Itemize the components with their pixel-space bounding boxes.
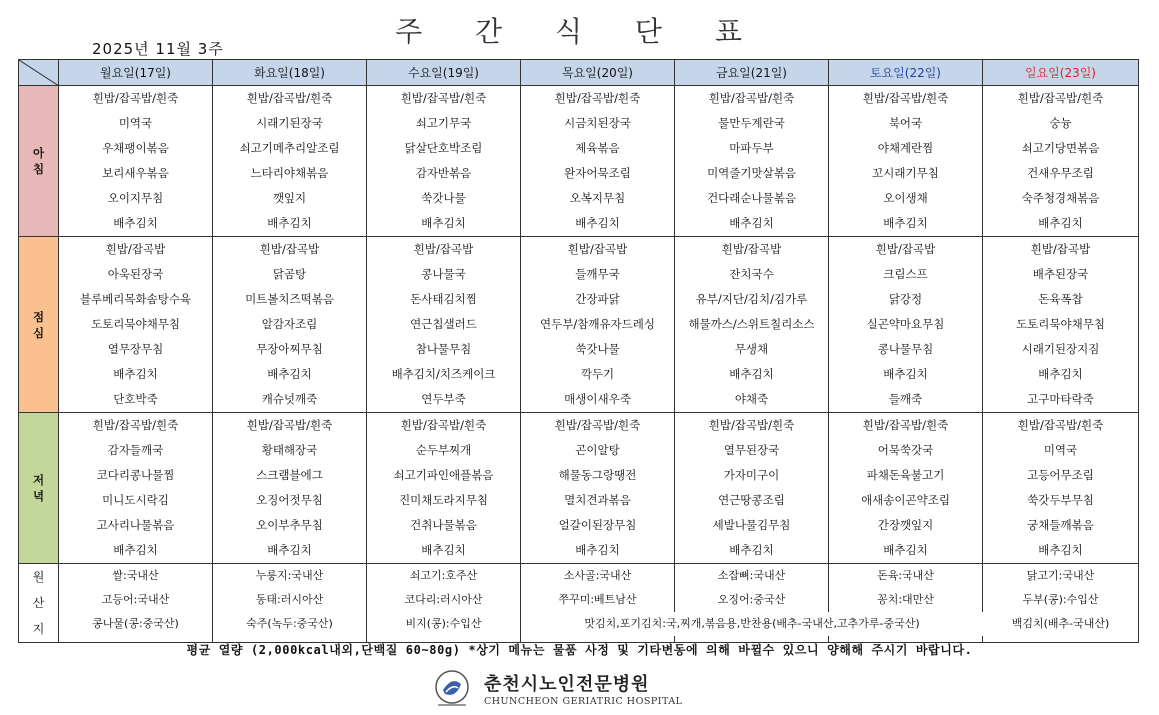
weekly-menu-table: [18, 59, 1139, 643]
menu-cell: [675, 237, 829, 413]
menu-cell: [983, 237, 1139, 413]
menu-cell: [213, 413, 367, 564]
hospital-logo: [432, 668, 472, 708]
menu-item: 오이부추무침: [256, 518, 323, 532]
hospital-name-en: CHUNCHEON GERIATRIC HOSPITAL: [484, 695, 683, 707]
menu-item: 오징어젓무침: [256, 493, 323, 507]
menu-item: 연근칩샐러드: [410, 317, 477, 331]
menu-item: 흰밥/잡곡밥/흰죽: [92, 418, 179, 432]
menu-item: 들깨죽: [888, 392, 923, 406]
menu-cell: [59, 413, 213, 564]
menu-cell: [59, 564, 213, 643]
meal-row-breakfast: [19, 86, 1139, 237]
calorie-note: 평균 열량 (2,000kcal내외,단백질 60~80g) *상기 메뉴는 물품 사정 및 기타변동에 의해 바뀔수 있으니 양해해 주시기 바랍니다.: [186, 643, 973, 657]
menu-cell: [829, 86, 983, 237]
menu-cell: [983, 413, 1139, 564]
week-subtitle: 2025년 11월 3주: [92, 40, 224, 58]
origin-item: 두부(콩):수입산: [1022, 593, 1099, 606]
origin-item: 코다리:러시아산: [404, 593, 483, 606]
menu-item: 배추김치: [883, 543, 928, 557]
menu-item: 쑥갓두부무침: [1027, 493, 1094, 507]
meal-row-dinner: [19, 413, 1139, 564]
meal-label-char: 심: [32, 325, 45, 340]
menu-item: 흰밥/잡곡밥/흰죽: [246, 91, 333, 105]
menu-item: 제육볶음: [575, 141, 620, 155]
menu-item: 배추김치: [575, 543, 620, 557]
menu-item: 시래기된장지짐: [1021, 342, 1100, 356]
menu-item: 배추김치: [267, 367, 312, 381]
menu-item: 깍두기: [580, 367, 615, 381]
day-header-sun: 일요일(23일): [983, 60, 1139, 86]
menu-item: 건새우무조림: [1027, 166, 1094, 180]
origin-item: 콩나물(콩:중국산): [92, 617, 179, 630]
menu-item: 궁채들깨볶음: [1027, 518, 1094, 532]
menu-item: 무생채: [734, 342, 769, 356]
menu-item: 고등어무조림: [1027, 468, 1094, 482]
menu-item: 순두부찌개: [415, 443, 472, 457]
menu-cell: [367, 86, 521, 237]
menu-item: 애새송이곤약조림: [861, 493, 950, 507]
menu-item: 콩나물국: [421, 267, 466, 281]
origin-item: 숙주(녹두:중국산): [246, 617, 333, 630]
menu-item: 캐슈넛깨죽: [261, 392, 318, 406]
corner-cell: [19, 60, 59, 86]
menu-item: 흰밥/잡곡밥: [567, 242, 628, 256]
menu-item: 배추된장국: [1032, 267, 1089, 281]
menu-item: 황태해장국: [261, 443, 318, 457]
origin-item: 오징어:중국산: [717, 593, 786, 606]
menu-item: 야채계란찜: [877, 141, 934, 155]
menu-item: 물만두계란국: [718, 116, 785, 130]
menu-item: 매생이새우죽: [564, 392, 631, 406]
menu-item: 도토리묵야채무침: [91, 317, 180, 331]
menu-cell: [367, 237, 521, 413]
menu-item: 미역줄기맛살볶음: [707, 166, 796, 180]
menu-item: 느타리야채볶음: [250, 166, 329, 180]
menu-item: 간장파닭: [575, 292, 620, 306]
menu-cell: [367, 564, 521, 643]
menu-item: 닭살단호박조림: [404, 141, 483, 155]
menu-item: 흰밥/잡곡밥/흰죽: [400, 91, 487, 105]
menu-item: 흰밥/잡곡밥/흰죽: [862, 91, 949, 105]
menu-cell: [59, 86, 213, 237]
menu-cell: [521, 86, 675, 237]
menu-item: 보리새우볶음: [102, 166, 169, 180]
meal-label-char: 아: [32, 146, 45, 160]
origin-item: 소잡뼈:국내산: [717, 569, 786, 582]
menu-cell: [983, 564, 1139, 643]
menu-item: 고사리나물볶음: [96, 518, 175, 532]
menu-item: 미트볼치즈떡볶음: [245, 292, 334, 306]
menu-item: 세발나물김무침: [712, 518, 791, 532]
origin-item: 쌀:국내산: [112, 569, 159, 582]
menu-item: 흰밥/잡곡밥/흰죽: [862, 418, 949, 432]
menu-item: 쇠고기당면볶음: [1021, 141, 1100, 155]
hospital-name-ko: 춘천시노인전문병원: [484, 673, 650, 695]
menu-item: 아욱된장국: [107, 267, 164, 281]
menu-item: 멸치견과볶음: [564, 493, 631, 507]
menu-item: 실곤약마요무침: [866, 317, 945, 331]
menu-cell: [675, 413, 829, 564]
menu-cell: [521, 413, 675, 564]
menu-cell: [983, 86, 1139, 237]
menu-item: 오이지무침: [107, 191, 164, 205]
menu-cell: [829, 413, 983, 564]
menu-item: 배추김치: [1038, 216, 1083, 230]
menu-item: 흰밥/잡곡밥: [1030, 242, 1091, 256]
menu-cell: [521, 237, 675, 413]
diagonal-line-icon: [19, 60, 59, 86]
menu-item: 알감자조림: [261, 317, 318, 331]
menu-item: 참나물무침: [415, 342, 472, 356]
menu-item: 배추김치: [729, 216, 774, 230]
menu-item: 배추김치: [1038, 367, 1083, 381]
day-header-thu: 목요일(20일): [521, 60, 675, 86]
day-header-fri: 금요일(21일): [675, 60, 829, 86]
menu-item: 오이생채: [883, 191, 928, 205]
menu-item: 야채죽: [734, 392, 769, 406]
meal-label-char: 침: [32, 162, 45, 176]
menu-item: 연두부/참깨유자드레싱: [540, 317, 655, 331]
meal-label-dinner: [19, 413, 59, 564]
menu-item: 배추김치: [729, 543, 774, 557]
menu-item: 흰밥/잡곡밥: [721, 242, 782, 256]
menu-item: 어묵쑥갓국: [877, 443, 934, 457]
meal-label-char: 원: [32, 570, 45, 584]
menu-item: 흰밥/잡곡밥/흰죽: [400, 418, 487, 432]
menu-item: 배추김치: [883, 216, 928, 230]
menu-item: 오복지무침: [569, 191, 626, 205]
menu-item: 흰밥/잡곡밥: [259, 242, 320, 256]
menu-item: 배추김치: [267, 543, 312, 557]
menu-item: 꼬시래기무침: [872, 166, 939, 180]
menu-item: 쇠고기파인애플볶음: [393, 468, 494, 482]
menu-item: 블루베리목화솜탕수육: [79, 292, 192, 306]
menu-cell: [367, 413, 521, 564]
menu-item: 쑥갓나물: [421, 191, 466, 205]
menu-item: 단호박죽: [113, 392, 158, 406]
menu-item: 쇠고기메추리알조림: [239, 141, 340, 155]
menu-item: 흰밥/잡곡밥/흰죽: [1017, 91, 1104, 105]
menu-item: 들깨무국: [575, 267, 620, 281]
menu-item: 흰밥/잡곡밥: [413, 242, 474, 256]
menu-item: 열무된장국: [723, 443, 780, 457]
menu-item: 흰밥/잡곡밥: [875, 242, 936, 256]
menu-item: 해물까스/스위트칠리소스: [688, 317, 815, 331]
menu-item: 콩나물무침: [877, 342, 934, 356]
menu-item: 흰밥/잡곡밥/흰죽: [92, 91, 179, 105]
menu-item: 배추김치: [729, 367, 774, 381]
menu-item: 흰밥/잡곡밥/흰죽: [554, 91, 641, 105]
menu-cell: [59, 237, 213, 413]
menu-item: 감자반볶음: [415, 166, 472, 180]
menu-item: 배추김치: [1038, 543, 1083, 557]
meal-row-lunch: [19, 237, 1139, 413]
origin-item: 비지(콩):수입산: [405, 617, 482, 630]
menu-item: 깻잎지: [272, 191, 307, 205]
day-header-wed: 수요일(19일): [367, 60, 521, 86]
menu-item: 배추김치: [421, 543, 466, 557]
origin-item: 고등어:국내산: [101, 593, 170, 606]
origin-item: 백김치(배추-국내산): [1011, 617, 1110, 630]
meal-label-lunch: [19, 237, 59, 413]
menu-item: 흰밥/잡곡밥/흰죽: [1017, 418, 1104, 432]
menu-item: 건다래순나물볶음: [707, 191, 796, 205]
origin-item: 동태:러시아산: [255, 593, 324, 606]
menu-item: 해물동그랑땡전: [558, 468, 637, 482]
meal-row-origin: [19, 564, 1139, 643]
meal-label-char: 산: [32, 596, 45, 610]
menu-cell: [675, 86, 829, 237]
meal-label-breakfast: [19, 86, 59, 237]
menu-item: 우채팽이볶음: [102, 141, 169, 155]
menu-item: 쑥갓나물: [575, 342, 620, 356]
menu-item: 미니도시락김: [102, 493, 169, 507]
menu-item: 감자들깨국: [107, 443, 164, 457]
day-header-mon: 월요일(17일): [59, 60, 213, 86]
menu-cell: [829, 237, 983, 413]
day-header-row: [19, 60, 1139, 86]
menu-item: 배추김치: [267, 216, 312, 230]
menu-item: 배추김치: [575, 216, 620, 230]
menu-item: 돈육폭찹: [1038, 292, 1083, 306]
menu-item: 시금치된장국: [564, 116, 631, 130]
menu-item: 배추김치: [113, 543, 158, 557]
meal-label-char: 지: [32, 622, 45, 636]
menu-item: 잔치국수: [729, 267, 774, 281]
hospital-footer: [432, 668, 683, 708]
menu-item: 숭늉: [1049, 116, 1072, 130]
menu-item: 건취나물볶음: [410, 518, 477, 532]
menu-item: 진미채도라지무침: [399, 493, 488, 507]
menu-item: 도토리묵야채무침: [1016, 317, 1105, 331]
menu-item: 가자미구이: [723, 468, 780, 482]
menu-item: 파채돈육불고기: [866, 468, 945, 482]
menu-item: 연근땅콩조림: [718, 493, 785, 507]
menu-item: 마파두부: [729, 141, 774, 155]
menu-item: 흰밥/잡곡밥/흰죽: [246, 418, 333, 432]
origin-item: 소사골:국내산: [563, 569, 632, 582]
menu-cell: [213, 237, 367, 413]
menu-item: 무장아찌무침: [256, 342, 323, 356]
menu-item: 쇠고기무국: [415, 116, 472, 130]
menu-item: 배추김치: [421, 216, 466, 230]
origin-item: 쭈꾸미:베트남산: [558, 593, 637, 606]
menu-item: 시래기된장국: [256, 116, 323, 130]
menu-item: 북어국: [888, 116, 923, 130]
menu-item: 크림스프: [883, 267, 928, 281]
menu-item: 닭강정: [888, 292, 923, 306]
menu-item: 배추김치: [113, 367, 158, 381]
hospital-logo-icon: [432, 668, 472, 708]
meal-label-char: 저: [32, 473, 45, 487]
menu-item: 미역국: [118, 116, 153, 130]
origin-item: 꽁치:대만산: [877, 593, 934, 606]
menu-item: 얼갈이된장무침: [558, 518, 637, 532]
menu-item: 배추김치: [883, 367, 928, 381]
menu-item: 곤이알탕: [575, 443, 620, 457]
menu-item: 돈사태김치찜: [410, 292, 477, 306]
origin-item: 닭고기:국내산: [1026, 569, 1095, 582]
page-title: 주 간 식 단 표: [395, 15, 764, 48]
menu-item: 흰밥/잡곡밥/흰죽: [708, 418, 795, 432]
menu-item: 닭곰탕: [272, 267, 307, 281]
menu-cell: [213, 86, 367, 237]
meal-label-char: 점: [32, 309, 45, 324]
kimchi-origin-note: 맛김치,포기김치:국,찌개,볶음용,반찬용(배추-국내산,고추가루-중국산): [521, 612, 983, 636]
menu-item: 간장깻잎지: [877, 518, 934, 532]
origin-item: 누룽지:국내산: [255, 569, 324, 582]
menu-item: 열무장무침: [107, 342, 164, 356]
menu-item: 배추김치: [113, 216, 158, 230]
meal-label-origin: [19, 564, 59, 643]
menu-item: 흰밥/잡곡밥/흰죽: [554, 418, 641, 432]
meal-label-char: 녁: [32, 489, 45, 503]
menu-item: 흰밥/잡곡밥: [105, 242, 166, 256]
menu-item: 고구마타락죽: [1027, 392, 1094, 406]
menu-item: 미역국: [1043, 443, 1078, 457]
menu-item: 완자어묵조림: [564, 166, 631, 180]
menu-item: 연두부죽: [421, 392, 466, 406]
origin-item: 돈육:국내산: [877, 569, 934, 582]
menu-item: 코다리콩나물찜: [96, 468, 175, 482]
menu-item: 유부/지단/김치/김가루: [695, 292, 808, 306]
menu-item: 배추김치/치즈케이크: [391, 367, 496, 381]
menu-item: 스크램블에그: [256, 468, 323, 482]
day-header-tue: 화요일(18일): [213, 60, 367, 86]
origin-item: 쇠고기:호주산: [409, 569, 478, 582]
menu-cell: [213, 564, 367, 643]
menu-item: 흰밥/잡곡밥/흰죽: [708, 91, 795, 105]
menu-item: 숙주청경채볶음: [1021, 191, 1100, 205]
day-header-sat: 토요일(22일): [829, 60, 983, 86]
